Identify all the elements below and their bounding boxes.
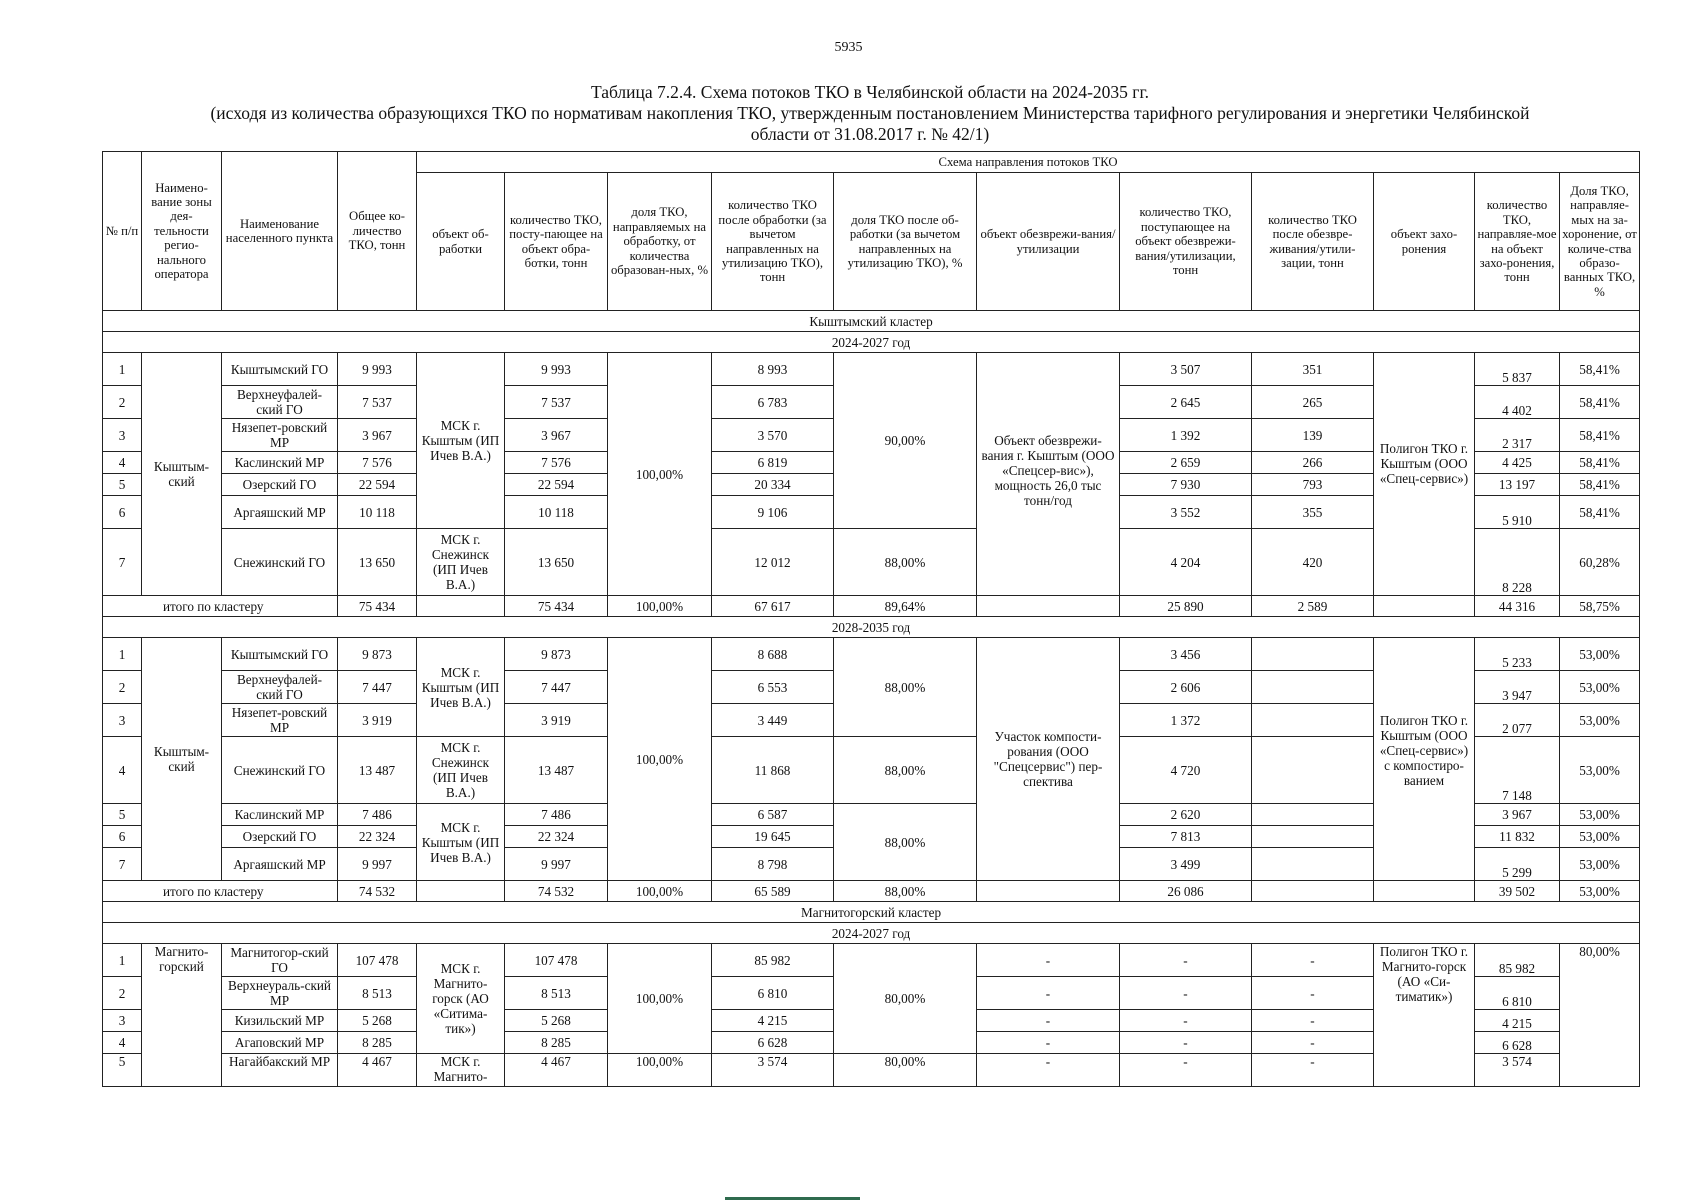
cell-total: 8 513 xyxy=(338,977,417,1010)
cell-after-neut xyxy=(1252,848,1374,881)
cell-neut-in: 26 086 xyxy=(1120,881,1252,902)
cell-zone: Магнито-горский xyxy=(142,944,222,1087)
cell-proc-share: 100,00% xyxy=(608,944,712,1054)
cell-burial-qty: 4 425 xyxy=(1475,452,1560,474)
cell-settlement: Аргаяшский МР xyxy=(222,496,338,529)
cell-burial-share: 53,00% xyxy=(1560,848,1640,881)
cell-neut-in: 4 720 xyxy=(1120,737,1252,804)
cell-after-neut: - xyxy=(1252,1032,1374,1054)
cell-neut-obj xyxy=(977,881,1120,902)
cell-burial-obj xyxy=(1374,881,1475,902)
cell-num: 2 xyxy=(103,671,142,704)
cell-proc-in: 9 873 xyxy=(505,638,608,671)
total-label: итого по кластеру xyxy=(103,881,338,902)
cell-proc-share: 100,00% xyxy=(608,353,712,596)
cell-after-neut xyxy=(1252,881,1374,902)
header-proc-obj: объект об-работки xyxy=(417,173,505,311)
cell-burial-qty: 6 810 xyxy=(1475,977,1560,1010)
cell-settlement: Кыштымский ГО xyxy=(222,638,338,671)
cell-after-proc: 12 012 xyxy=(712,529,834,596)
cell-after-proc: 85 982 xyxy=(712,944,834,977)
cell-neut-in: 4 204 xyxy=(1120,529,1252,596)
cell-after-neut: 139 xyxy=(1252,419,1374,452)
cell-neut-in: 7 813 xyxy=(1120,826,1252,848)
cell-burial-qty: 4 215 xyxy=(1475,1010,1560,1032)
cell-zone: Кыштым-ский xyxy=(142,638,222,881)
cell-num: 2 xyxy=(103,386,142,419)
cell-after-neut xyxy=(1252,638,1374,671)
cell-proc-obj: МСК г. Снежинск (ИП Ичев В.А.) xyxy=(417,737,505,804)
cell-num: 3 xyxy=(103,704,142,737)
cell-neut-in: 2 645 xyxy=(1120,386,1252,419)
header-settlement: Наименование населенного пункта xyxy=(222,152,338,311)
cell-proc-in: 74 532 xyxy=(505,881,608,902)
cell-after-proc: 6 587 xyxy=(712,804,834,826)
cell-after-neut: 351 xyxy=(1252,353,1374,386)
cell-settlement: Каслинский МР xyxy=(222,452,338,474)
cell-after-share: 88,00% xyxy=(834,804,977,881)
cell-proc-in: 8 285 xyxy=(505,1032,608,1054)
cell-settlement: Нязепет-ровский МР xyxy=(222,419,338,452)
cell-proc-in: 7 486 xyxy=(505,804,608,826)
cell-proc-in: 75 434 xyxy=(505,596,608,617)
cell-burial-qty: 6 628 xyxy=(1475,1032,1560,1054)
cell-after-neut: 2 589 xyxy=(1252,596,1374,617)
cell-proc-in: 9 993 xyxy=(505,353,608,386)
cell-neut-obj: - xyxy=(977,1010,1120,1032)
cell-settlement: Нязепет-ровский МР xyxy=(222,704,338,737)
cell-total: 3 967 xyxy=(338,419,417,452)
cell-after-neut xyxy=(1252,737,1374,804)
cell-burial-share: 58,41% xyxy=(1560,419,1640,452)
cell-burial-share: 60,28% xyxy=(1560,529,1640,596)
page-number: 5935 xyxy=(834,40,863,55)
cell-neut-in: 1 372 xyxy=(1120,704,1252,737)
cell-after-share: 88,00% xyxy=(834,638,977,737)
cell-settlement: Снежинский ГО xyxy=(222,737,338,804)
cell-burial-obj: Полигон ТКО г. Кыштым (ООО «Спец-сервис») с компостиро-ванием xyxy=(1374,638,1475,881)
cell-proc-in: 22 594 xyxy=(505,474,608,496)
cell-after-share: 90,00% xyxy=(834,353,977,529)
cell-total: 22 594 xyxy=(338,474,417,496)
cell-settlement: Магнитогор-ский ГО xyxy=(222,944,338,977)
cell-after-neut: 793 xyxy=(1252,474,1374,496)
cell-neut-obj: Участок компости-рования (ООО "Спецсервис") пер-спектива xyxy=(977,638,1120,881)
cell-neut-in: 3 456 xyxy=(1120,638,1252,671)
cell-burial-share: 58,41% xyxy=(1560,474,1640,496)
cell-neut-in: 7 930 xyxy=(1120,474,1252,496)
cell-proc-share: 100,00% xyxy=(608,596,712,617)
section-row xyxy=(103,332,1640,353)
cell-after-neut xyxy=(1252,826,1374,848)
cell-total: 8 285 xyxy=(338,1032,417,1054)
cell-burial-share: 53,00% xyxy=(1560,638,1640,671)
section-row xyxy=(103,923,1640,944)
cell-burial-qty: 8 228 xyxy=(1475,529,1560,596)
cell-settlement: Агаповский МР xyxy=(222,1032,338,1054)
header-burial-obj: объект захо-ронения xyxy=(1374,173,1475,311)
cell-settlement: Озерский ГО xyxy=(222,826,338,848)
cell-proc-in: 4 467 xyxy=(505,1054,608,1087)
cell-zone: Кыштым-ский xyxy=(142,353,222,596)
cell-burial-obj: Полигон ТКО г. Магнито-горск (АО «Си-тиматик») xyxy=(1374,944,1475,1087)
table-row xyxy=(103,944,1640,977)
cell-total: 9 997 xyxy=(338,848,417,881)
cell-proc-obj xyxy=(417,881,505,902)
cell-burial-obj xyxy=(1374,596,1475,617)
cell-neut-in: 25 890 xyxy=(1120,596,1252,617)
cell-neut-in: 1 392 xyxy=(1120,419,1252,452)
period-title: 2024-2027 год xyxy=(103,332,1640,353)
cell-neut-in: 2 606 xyxy=(1120,671,1252,704)
cell-num: 6 xyxy=(103,826,142,848)
cell-after-proc: 11 868 xyxy=(712,737,834,804)
cell-total: 7 537 xyxy=(338,386,417,419)
cell-num: 5 xyxy=(103,804,142,826)
cell-total: 4 467 xyxy=(338,1054,417,1087)
cell-total: 10 118 xyxy=(338,496,417,529)
cell-after-proc: 67 617 xyxy=(712,596,834,617)
cell-burial-share: 80,00% xyxy=(1560,944,1640,1087)
cell-proc-share: 100,00% xyxy=(608,1054,712,1087)
header-after-neut: количество ТКО после обезвре-живания/утили-зации, тонн xyxy=(1252,173,1374,311)
cell-burial-qty: 3 574 xyxy=(1475,1054,1560,1087)
cell-neut-obj: - xyxy=(977,1032,1120,1054)
cell-burial-share: 53,00% xyxy=(1560,881,1640,902)
cell-settlement: Озерский ГО xyxy=(222,474,338,496)
cell-after-share: 88,00% xyxy=(834,881,977,902)
table-row xyxy=(103,353,1640,386)
cell-proc-obj xyxy=(417,596,505,617)
cluster-title: Кыштымский кластер xyxy=(103,311,1640,332)
cell-burial-share: 58,75% xyxy=(1560,596,1640,617)
title-line-1: Таблица 7.2.4. Схема потоков ТКО в Челябинской области на 2024-2035 гг. xyxy=(590,82,1150,102)
cell-total: 22 324 xyxy=(338,826,417,848)
cell-settlement: Верхнеуфалей-ский ГО xyxy=(222,386,338,419)
cell-num: 3 xyxy=(103,1010,142,1032)
cell-after-proc: 3 449 xyxy=(712,704,834,737)
cell-neut-in: - xyxy=(1120,944,1252,977)
cell-total: 13 650 xyxy=(338,529,417,596)
cell-burial-qty: 5 910 xyxy=(1475,496,1560,529)
cell-neut-in: 3 499 xyxy=(1120,848,1252,881)
total-row xyxy=(103,881,1640,902)
cell-num: 2 xyxy=(103,977,142,1010)
header-burial-qty: количество ТКО, направляе-мое на объект захо-ронения, тонн xyxy=(1475,173,1560,311)
cell-neut-in: - xyxy=(1120,1032,1252,1054)
cell-after-share: 80,00% xyxy=(834,944,977,1054)
cell-after-neut: - xyxy=(1252,944,1374,977)
cell-total: 74 532 xyxy=(338,881,417,902)
header-zone: Наимено-вание зоны дея-тельности регио-нального оператора xyxy=(142,152,222,311)
cell-num: 1 xyxy=(103,944,142,977)
cell-after-neut: 420 xyxy=(1252,529,1374,596)
header-after-share: доля ТКО после об-работки (за вычетом направленных на утилизацию ТКО), % xyxy=(834,173,977,311)
cell-burial-qty: 44 316 xyxy=(1475,596,1560,617)
cell-burial-share: 53,00% xyxy=(1560,804,1640,826)
cell-burial-share: 58,41% xyxy=(1560,386,1640,419)
cell-total: 7 486 xyxy=(338,804,417,826)
cell-total: 75 434 xyxy=(338,596,417,617)
cell-after-share: 80,00% xyxy=(834,1054,977,1087)
cluster-title: Магнитогорский кластер xyxy=(103,902,1640,923)
cell-after-proc: 4 215 xyxy=(712,1010,834,1032)
section-row xyxy=(103,617,1640,638)
header-row-1 xyxy=(103,152,1640,173)
cell-neut-in: - xyxy=(1120,977,1252,1010)
cell-burial-qty: 7 148 xyxy=(1475,737,1560,804)
cell-proc-in: 3 967 xyxy=(505,419,608,452)
cell-after-proc: 8 993 xyxy=(712,353,834,386)
cell-total: 3 919 xyxy=(338,704,417,737)
cell-settlement: Каслинский МР xyxy=(222,804,338,826)
cell-settlement: Нагайбакский МР xyxy=(222,1054,338,1087)
cell-burial-qty: 11 832 xyxy=(1475,826,1560,848)
cell-neut-in: 2 620 xyxy=(1120,804,1252,826)
cell-settlement: Верхнеураль-ский МР xyxy=(222,977,338,1010)
total-row xyxy=(103,596,1640,617)
header-scheme: Схема направления потоков ТКО xyxy=(417,152,1640,173)
cell-neut-in: - xyxy=(1120,1054,1252,1087)
period-title: 2024-2027 год xyxy=(103,923,1640,944)
cell-after-share: 89,64% xyxy=(834,596,977,617)
cell-after-proc: 6 783 xyxy=(712,386,834,419)
cell-num: 3 xyxy=(103,419,142,452)
cell-total: 13 487 xyxy=(338,737,417,804)
cell-burial-share: 53,00% xyxy=(1560,826,1640,848)
cell-after-proc: 6 819 xyxy=(712,452,834,474)
table-title xyxy=(100,82,1640,145)
cell-num: 4 xyxy=(103,737,142,804)
cell-settlement: Кыштымский ГО xyxy=(222,353,338,386)
cell-proc-in: 10 118 xyxy=(505,496,608,529)
header-proc-in: количество ТКО, посту-пающее на объект обра-ботки, тонн xyxy=(505,173,608,311)
cell-proc-in: 7 537 xyxy=(505,386,608,419)
cell-after-share: 88,00% xyxy=(834,529,977,596)
cell-after-neut: - xyxy=(1252,977,1374,1010)
cell-after-neut: - xyxy=(1252,1010,1374,1032)
cell-num: 7 xyxy=(103,848,142,881)
cell-burial-qty: 3 947 xyxy=(1475,671,1560,704)
cell-burial-obj: Полигон ТКО г. Кыштым (ООО «Спец-сервис») xyxy=(1374,353,1475,596)
cell-neut-obj: - xyxy=(977,977,1120,1010)
cell-proc-share: 100,00% xyxy=(608,638,712,881)
cell-after-proc: 3 570 xyxy=(712,419,834,452)
cell-num: 7 xyxy=(103,529,142,596)
waste-flow-table xyxy=(102,151,1640,1087)
cell-num: 5 xyxy=(103,1054,142,1087)
section-row xyxy=(103,311,1640,332)
cell-proc-in: 8 513 xyxy=(505,977,608,1010)
cell-burial-share: 58,41% xyxy=(1560,496,1640,529)
cell-proc-in: 13 650 xyxy=(505,529,608,596)
cell-burial-qty: 3 967 xyxy=(1475,804,1560,826)
cell-settlement: Снежинский ГО xyxy=(222,529,338,596)
header-neut-in: количество ТКО, поступающее на объект обезврежи-вания/утилизации, тонн xyxy=(1120,173,1252,311)
cell-proc-in: 7 576 xyxy=(505,452,608,474)
cell-proc-obj: МСК г. Кыштым (ИП Ичев В.А.) xyxy=(417,353,505,529)
cell-after-neut xyxy=(1252,804,1374,826)
cell-burial-share: 53,00% xyxy=(1560,737,1640,804)
cell-after-neut: 355 xyxy=(1252,496,1374,529)
cell-total: 9 993 xyxy=(338,353,417,386)
title-line-3: области от 31.08.2017 г. № 42/1) xyxy=(750,124,990,144)
cell-proc-obj: МСК г. Снежинск (ИП Ичев В.А.) xyxy=(417,529,505,596)
cell-proc-in: 5 268 xyxy=(505,1010,608,1032)
header-after-proc: количество ТКО после обработки (за вычетом направленных на утилизацию ТКО), тонн xyxy=(712,173,834,311)
cell-total: 7 576 xyxy=(338,452,417,474)
cell-after-proc: 65 589 xyxy=(712,881,834,902)
cell-total: 5 268 xyxy=(338,1010,417,1032)
cell-total: 107 478 xyxy=(338,944,417,977)
header-num: № п/п xyxy=(103,152,142,311)
cell-burial-qty: 13 197 xyxy=(1475,474,1560,496)
cell-neut-in: 2 659 xyxy=(1120,452,1252,474)
cell-burial-qty: 39 502 xyxy=(1475,881,1560,902)
cell-after-proc: 6 628 xyxy=(712,1032,834,1054)
cell-burial-share: 58,41% xyxy=(1560,353,1640,386)
cell-num: 4 xyxy=(103,1032,142,1054)
cell-after-proc: 8 688 xyxy=(712,638,834,671)
cell-burial-qty: 85 982 xyxy=(1475,944,1560,977)
cell-num: 4 xyxy=(103,452,142,474)
cell-after-neut: - xyxy=(1252,1054,1374,1087)
cell-after-proc: 6 810 xyxy=(712,977,834,1010)
cell-proc-obj: МСК г. Кыштым (ИП Ичев В.А.) xyxy=(417,638,505,737)
cell-proc-in: 9 997 xyxy=(505,848,608,881)
cell-after-proc: 6 553 xyxy=(712,671,834,704)
section-row xyxy=(103,902,1640,923)
cell-after-proc: 3 574 xyxy=(712,1054,834,1087)
cell-burial-qty: 2 077 xyxy=(1475,704,1560,737)
period-title: 2028-2035 год xyxy=(103,617,1640,638)
cell-proc-obj: МСК г. Кыштым (ИП Ичев В.А.) xyxy=(417,804,505,881)
header-burial-share: Доля ТКО, направляе-мых на за-хоронение, от количе-ства образо-ванных ТКО, % xyxy=(1560,173,1640,311)
cell-neut-in: 3 552 xyxy=(1120,496,1252,529)
cell-after-neut: 265 xyxy=(1252,386,1374,419)
cell-settlement: Аргаяшский МР xyxy=(222,848,338,881)
cell-neut-obj: - xyxy=(977,1054,1120,1087)
cell-after-neut xyxy=(1252,704,1374,737)
cell-num: 1 xyxy=(103,353,142,386)
header-proc-share: доля ТКО, направляемых на обработку, от количества образован-ных, % xyxy=(608,173,712,311)
cell-total: 7 447 xyxy=(338,671,417,704)
cell-after-proc: 8 798 xyxy=(712,848,834,881)
total-label: итого по кластеру xyxy=(103,596,338,617)
cell-after-proc: 20 334 xyxy=(712,474,834,496)
cell-num: 5 xyxy=(103,474,142,496)
cell-neut-obj: Объект обезврежи-вания г. Кыштым (ООО «Спецсер-вис»), мощность 26,0 тыс тонн/год xyxy=(977,353,1120,596)
cell-proc-in: 22 324 xyxy=(505,826,608,848)
cell-neut-in: 3 507 xyxy=(1120,353,1252,386)
cell-after-proc: 19 645 xyxy=(712,826,834,848)
title-line-2: (исходя из количества образующихся ТКО по нормативам накопления ТКО, утвержденным постановлением Министерства тарифного регулирования и энергетики Челябинской xyxy=(210,103,1530,123)
cell-num: 6 xyxy=(103,496,142,529)
header-neut-obj: объект обезврежи-вания/утилизации xyxy=(977,173,1120,311)
cell-burial-share: 53,00% xyxy=(1560,671,1640,704)
cell-neut-obj: - xyxy=(977,944,1120,977)
cell-proc-in: 13 487 xyxy=(505,737,608,804)
cell-burial-qty: 5 299 xyxy=(1475,848,1560,881)
cell-neut-in: - xyxy=(1120,1010,1252,1032)
cell-after-neut: 266 xyxy=(1252,452,1374,474)
cell-settlement: Кизильский МР xyxy=(222,1010,338,1032)
cell-total: 9 873 xyxy=(338,638,417,671)
table-row xyxy=(103,638,1640,671)
cell-after-proc: 9 106 xyxy=(712,496,834,529)
cell-after-share: 88,00% xyxy=(834,737,977,804)
cell-proc-in: 7 447 xyxy=(505,671,608,704)
cell-burial-share: 53,00% xyxy=(1560,704,1640,737)
cell-burial-qty: 2 317 xyxy=(1475,419,1560,452)
cell-burial-share: 58,41% xyxy=(1560,452,1640,474)
cell-proc-obj: МСК г. Магнито-горск (АО «Ситима-тик») xyxy=(417,944,505,1054)
cell-proc-in: 107 478 xyxy=(505,944,608,977)
cell-proc-share: 100,00% xyxy=(608,881,712,902)
cell-proc-obj: МСК г. Магнито- xyxy=(417,1054,505,1087)
cell-num: 1 xyxy=(103,638,142,671)
cell-burial-qty: 4 402 xyxy=(1475,386,1560,419)
header-total: Общее ко-личество ТКО, тонн xyxy=(338,152,417,311)
cell-settlement: Верхнеуфалей-ский ГО xyxy=(222,671,338,704)
cell-proc-in: 3 919 xyxy=(505,704,608,737)
cell-after-neut xyxy=(1252,671,1374,704)
cell-burial-qty: 5 233 xyxy=(1475,638,1560,671)
cell-neut-obj xyxy=(977,596,1120,617)
cell-burial-qty: 5 837 xyxy=(1475,353,1560,386)
